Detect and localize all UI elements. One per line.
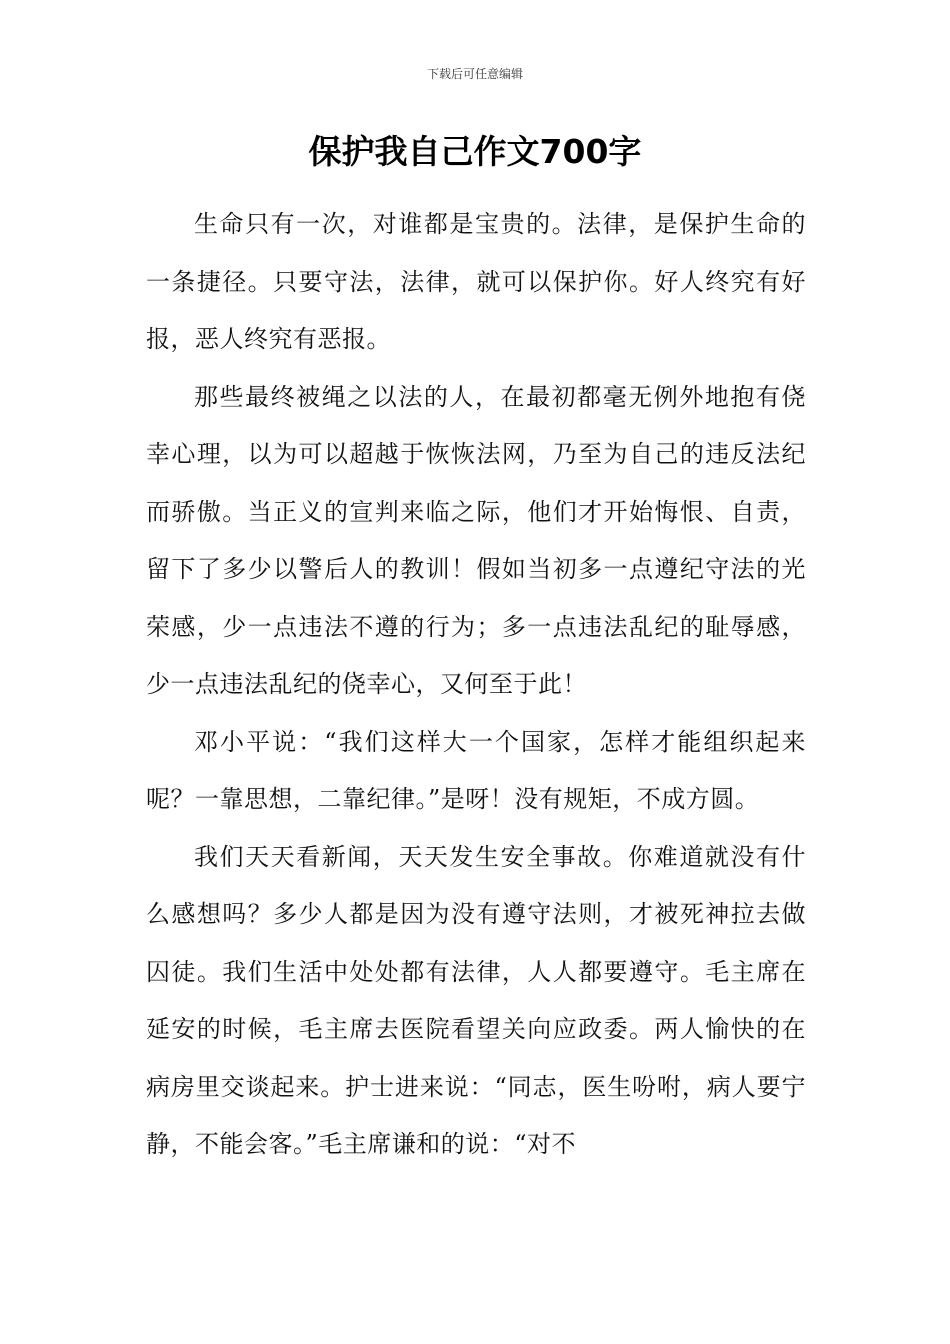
paragraph-4: 我们天天看新闻，天天发生安全事故。你难道就没有什么感想吗？多少人都是因为没有遵守法则，才被死神拉去做囚徒。我们生活中处处都有法律，人人都要遵守。毛主席在延安的时候，毛主席去医院看望关向应政委。两人愉快的在病房里交谈起来。护士进来说：“同志，医生吩咐，病人要宁静，不能会客。”毛主席谦和的说：“对不 [146,842,806,1158]
paragraph-3: 邓小平说：“我们这样大一个国家，怎样才能组织起来呢？一靠思想，二靠纪律。”是呀！没有规矩，不成方圆。 [146,727,806,813]
header-note: 下载后可任意编辑 [426,67,523,81]
document-body [146,196,806,1174]
paragraph-1: 生命只有一次，对谁都是宝贵的。法律，是保护生命的一条捷径。只要守法，法律，就可以保护你。好人终究有好报，恶人终究有恶报。 [146,210,806,353]
document-title: 保护我自己作文700字 [308,132,642,171]
paragraph-2: 那些最终被绳之以法的人，在最初都毫无例外地抱有侥幸心理，以为可以超越于恢恢法网，乃至为自己的违反法纪而骄傲。当正义的宣判来临之际，他们才开始悔恨、自责，留下了多少以警后人的教训！假如当初多一点遵纪守法的光荣感，少一点违法不遵的行为；多一点违法乱纪的耻辱感，少一点违法乱纪的侥幸心，又何至于此！ [146,382,806,698]
